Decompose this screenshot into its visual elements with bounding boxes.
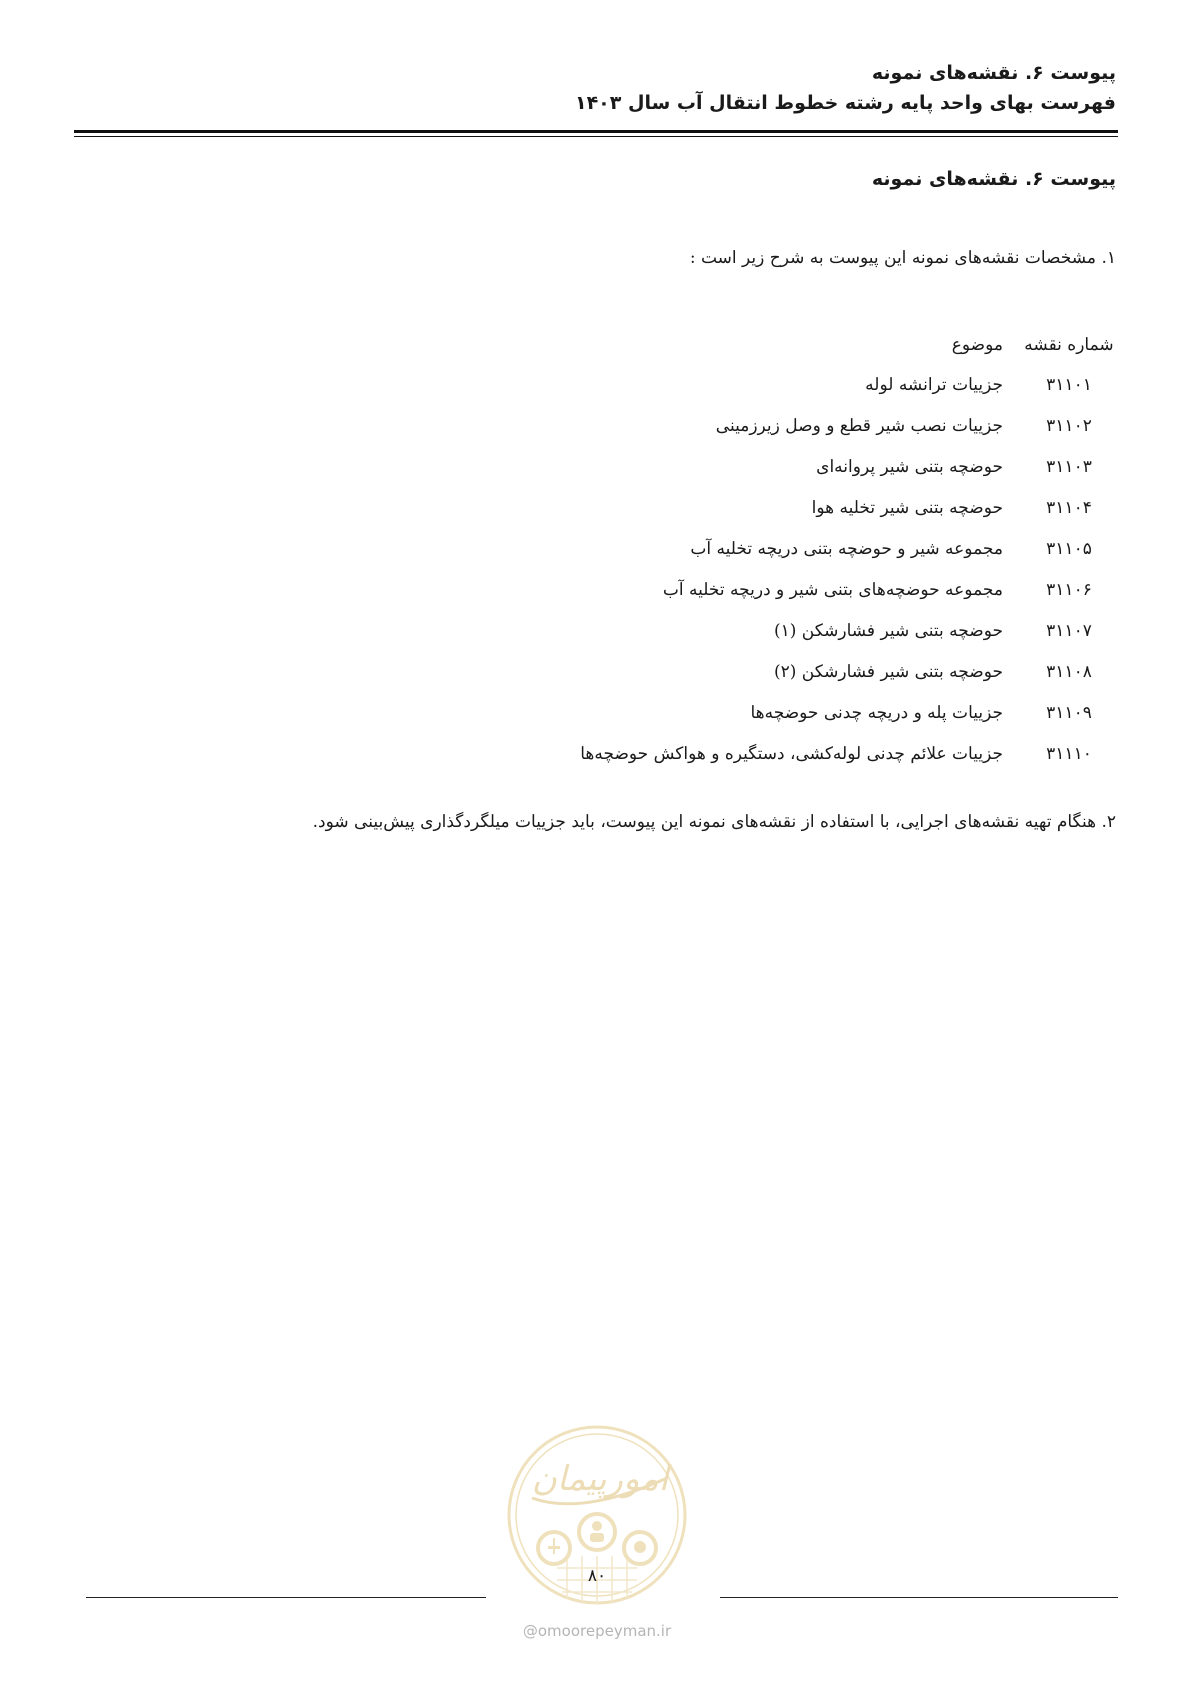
header-number: شماره نقشه	[1024, 335, 1114, 355]
row-number: ۳۱۱۰۱	[1046, 374, 1092, 395]
row-number: ۳۱۱۰۹	[1046, 702, 1092, 723]
drawings-table	[580, 326, 1119, 774]
table-row	[580, 487, 1119, 528]
page-header	[73, 58, 1116, 118]
table-row	[580, 733, 1119, 774]
intro-paragraph: ۱. مشخصات نقشه‌های نمونه این پیوست به شرح زیر است :	[689, 248, 1116, 268]
row-number: ۳۱۱۰۳	[1046, 456, 1092, 477]
header-rule-thin	[74, 136, 1118, 137]
row-subject: حوضچه بتنی شیر فشارشکن (۱)	[773, 620, 1003, 641]
row-number: ۳۱۱۰۸	[1046, 661, 1092, 682]
row-subject: حوضچه بتنی شیر پروانه‌ای	[816, 456, 1003, 477]
row-subject: حوضچه بتنی شیر تخلیه هوا	[811, 497, 1003, 518]
header-subject: موضوع	[951, 335, 1003, 355]
table-row	[580, 446, 1119, 487]
section-title: پیوست ۶. نقشه‌های نمونه	[871, 168, 1116, 190]
row-subject: جزییات پله و دریچه چدنی حوضچه‌ها	[750, 702, 1003, 723]
watermark-site: @omoorepeyman.ir	[522, 1622, 672, 1640]
row-subject: جزییات نصب شیر قطع و وصل زیرزمینی	[715, 415, 1003, 436]
table-row	[580, 364, 1119, 405]
row-number: ۳۱۱۰۴	[1046, 497, 1092, 518]
table-row	[580, 651, 1119, 692]
table-row	[580, 528, 1119, 569]
row-number: ۳۱۱۰۵	[1046, 538, 1092, 559]
table-row	[580, 569, 1119, 610]
table-header-row	[580, 326, 1119, 364]
table-row	[580, 610, 1119, 651]
row-number: ۳۱۱۰۷	[1046, 620, 1092, 641]
row-subject: مجموعه شیر و حوضچه بتنی دریچه تخلیه آب	[690, 538, 1003, 559]
footer-rule-left	[86, 1597, 486, 1598]
row-subject: حوضچه بتنی شیر فشارشکن (۲)	[773, 661, 1003, 682]
row-subject: جزییات علائم چدنی لوله‌کشی، دستگیره و هواکش حوضچه‌ها	[580, 743, 1003, 764]
page-number: ۸۰	[587, 1566, 607, 1586]
header-rule-thick	[74, 130, 1118, 133]
table-row	[580, 405, 1119, 446]
header-document-title: فهرست بهای واحد پایه رشته خطوط انتقال آب سال ۱۴۰۳	[574, 92, 1116, 114]
row-number: ۳۱۱۰۲	[1046, 415, 1092, 436]
row-number: ۳۱۱۰۶	[1046, 579, 1092, 600]
svg-text:امورپیمان: امورپیمان	[531, 1459, 669, 1499]
row-subject: جزییات ترانشه لوله	[865, 374, 1003, 395]
footer-rule-right	[720, 1597, 1118, 1598]
note-paragraph: ۲. هنگام تهیه نقشه‌های اجرایی، با استفاده از نقشه‌های نمونه این پیوست، باید جزییات میلگردگذاری پیش‌بینی شود.	[312, 812, 1116, 832]
table-row	[580, 692, 1119, 733]
row-number: ۳۱۱۱۰	[1046, 743, 1092, 764]
header-annex-title: پیوست ۶. نقشه‌های نمونه	[871, 62, 1116, 84]
row-subject: مجموعه حوضچه‌های بتنی شیر و دریچه تخلیه آب	[662, 579, 1003, 600]
